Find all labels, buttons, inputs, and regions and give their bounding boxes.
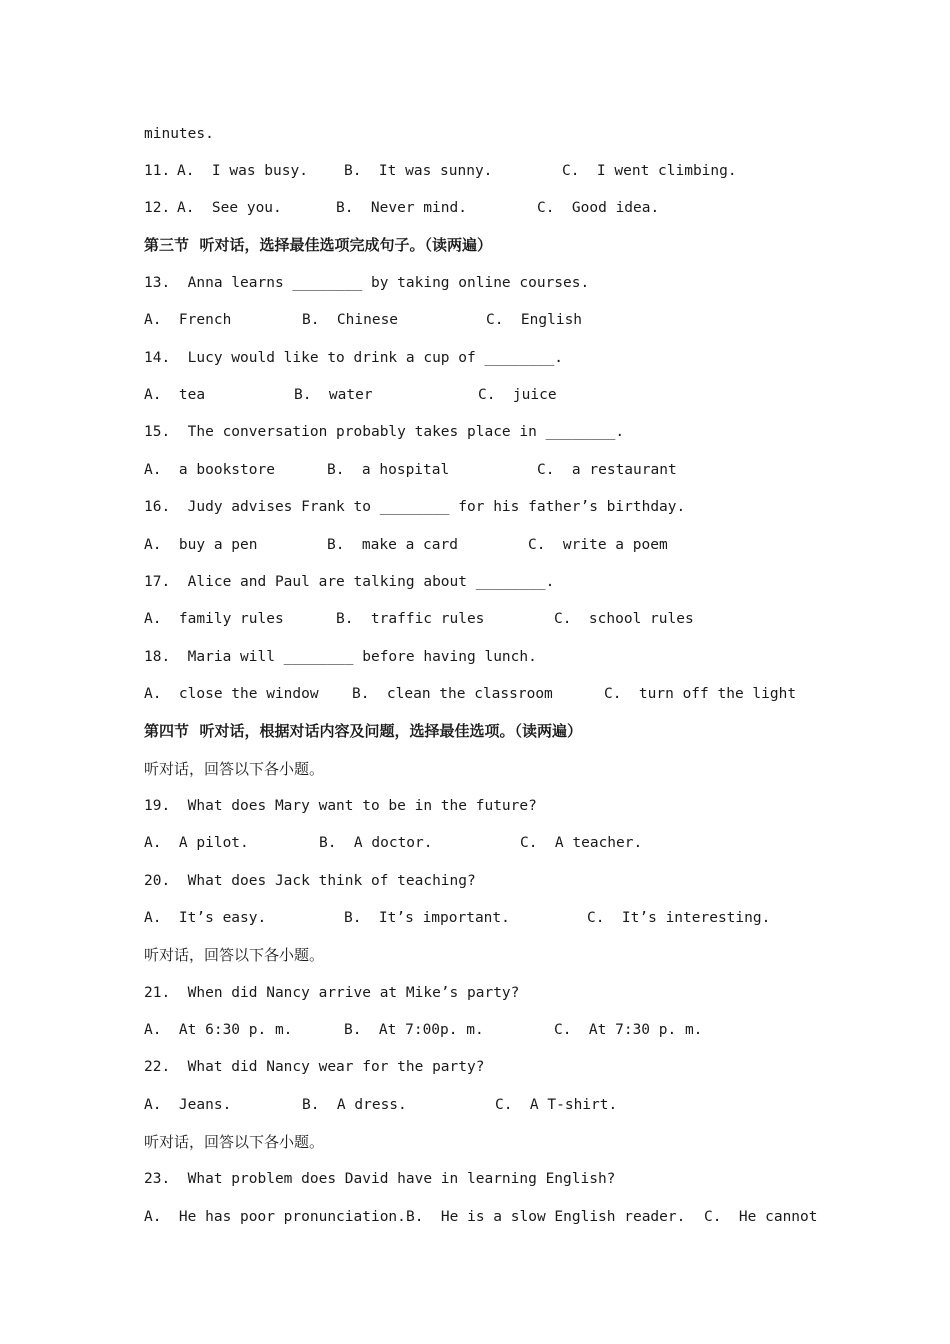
option-b: B. water	[294, 387, 373, 403]
option-c: C. English	[486, 312, 583, 328]
question-20-options	[144, 906, 844, 930]
option-c: C. turn off the light	[604, 686, 797, 702]
option-c: C. A T-shirt.	[495, 1097, 618, 1113]
option-a: A. family rules	[144, 611, 284, 627]
question-15-options	[144, 458, 844, 482]
section-4-heading: 第四节 听对话，根据对话内容及问题，选择最佳选项。（读两遍）	[144, 722, 582, 740]
question-18-stem: 18. Maria will ________ before having lunch.	[144, 649, 537, 665]
question-23-options	[144, 1205, 844, 1229]
option-c: C. A teacher.	[520, 835, 643, 851]
question-23-stem: 23. What problem does David have in learning English?	[144, 1171, 616, 1187]
option-a: A. I was busy.	[177, 163, 308, 179]
option-a: A. A pilot.	[144, 835, 249, 851]
question-22-options	[144, 1093, 844, 1117]
question-16-stem: 16. Judy advises Frank to ________ for his father’s birthday.	[144, 499, 686, 515]
option-b: B. Never mind.	[336, 200, 467, 216]
option-b: B. A dress.	[302, 1097, 407, 1113]
question-19-stem: 19. What does Mary want to be in the future?	[144, 798, 537, 814]
question-15-stem: 15. The conversation probably takes place in ________.	[144, 424, 625, 440]
question-18-options	[144, 682, 844, 706]
option-b: B. A doctor.	[319, 835, 433, 851]
instruction-text: 听对话，回答以下各小题。	[144, 760, 325, 778]
option-a: A. tea	[144, 387, 206, 403]
question-19-options	[144, 831, 844, 855]
option-c: C. At 7:30 p. m.	[554, 1022, 703, 1038]
option-a: A. It’s easy.	[144, 910, 267, 926]
section-3-heading: 第三节 听对话，选择最佳选项完成句子。（读两遍）	[144, 236, 492, 254]
option-b: B. traffic rules	[336, 611, 485, 627]
question-11	[144, 159, 844, 183]
continuation-text: minutes.	[144, 126, 214, 142]
option-b: B. make a card	[327, 537, 458, 553]
option-a: A. a bookstore	[144, 462, 275, 478]
option-a: A. close the window	[144, 686, 319, 702]
option-b: B. It was sunny.	[344, 163, 493, 179]
option-b: B. a hospital	[327, 462, 450, 478]
option-a: A. Jeans.	[144, 1097, 232, 1113]
option-a: A. See you.	[177, 200, 282, 216]
question-22-stem: 22. What did Nancy wear for the party?	[144, 1059, 485, 1075]
option-b: B. He is a slow English reader.	[406, 1209, 686, 1225]
question-number: 11.	[144, 163, 171, 179]
option-c: C. school rules	[554, 611, 694, 627]
option-a: A. At 6:30 p. m.	[144, 1022, 293, 1038]
question-20-stem: 20. What does Jack think of teaching?	[144, 873, 476, 889]
question-17-options	[144, 607, 844, 631]
question-12	[144, 196, 844, 220]
question-13-options	[144, 308, 844, 332]
question-17-stem: 17. Alice and Paul are talking about ________.	[144, 574, 555, 590]
option-c: C. I went climbing.	[562, 163, 737, 179]
option-a: A. buy a pen	[144, 537, 258, 553]
option-c: C. write a poem	[528, 537, 668, 553]
option-c: C. It’s interesting.	[587, 910, 771, 926]
option-c: C. a restaurant	[537, 462, 677, 478]
option-c: C. juice	[478, 387, 557, 403]
option-b: B. It’s important.	[344, 910, 510, 926]
question-21-options	[144, 1018, 844, 1042]
question-21-stem: 21. When did Nancy arrive at Mike’s party?	[144, 985, 520, 1001]
option-b: B. At 7:00p. m.	[344, 1022, 484, 1038]
option-c: C. Good idea.	[537, 200, 660, 216]
option-c: C. He cannot	[704, 1209, 818, 1225]
option-b: B. clean the classroom	[352, 686, 553, 702]
instruction-text: 听对话，回答以下各小题。	[144, 946, 325, 964]
question-14-options	[144, 383, 844, 407]
question-13-stem: 13. Anna learns ________ by taking online courses.	[144, 275, 590, 291]
instruction-text: 听对话，回答以下各小题。	[144, 1133, 325, 1151]
option-a: A. French	[144, 312, 232, 328]
question-14-stem: 14. Lucy would like to drink a cup of ________.	[144, 350, 564, 366]
option-a: A. He has poor pronunciation.	[144, 1209, 406, 1225]
question-16-options	[144, 533, 844, 557]
option-b: B. Chinese	[302, 312, 399, 328]
question-number: 12.	[144, 200, 171, 216]
